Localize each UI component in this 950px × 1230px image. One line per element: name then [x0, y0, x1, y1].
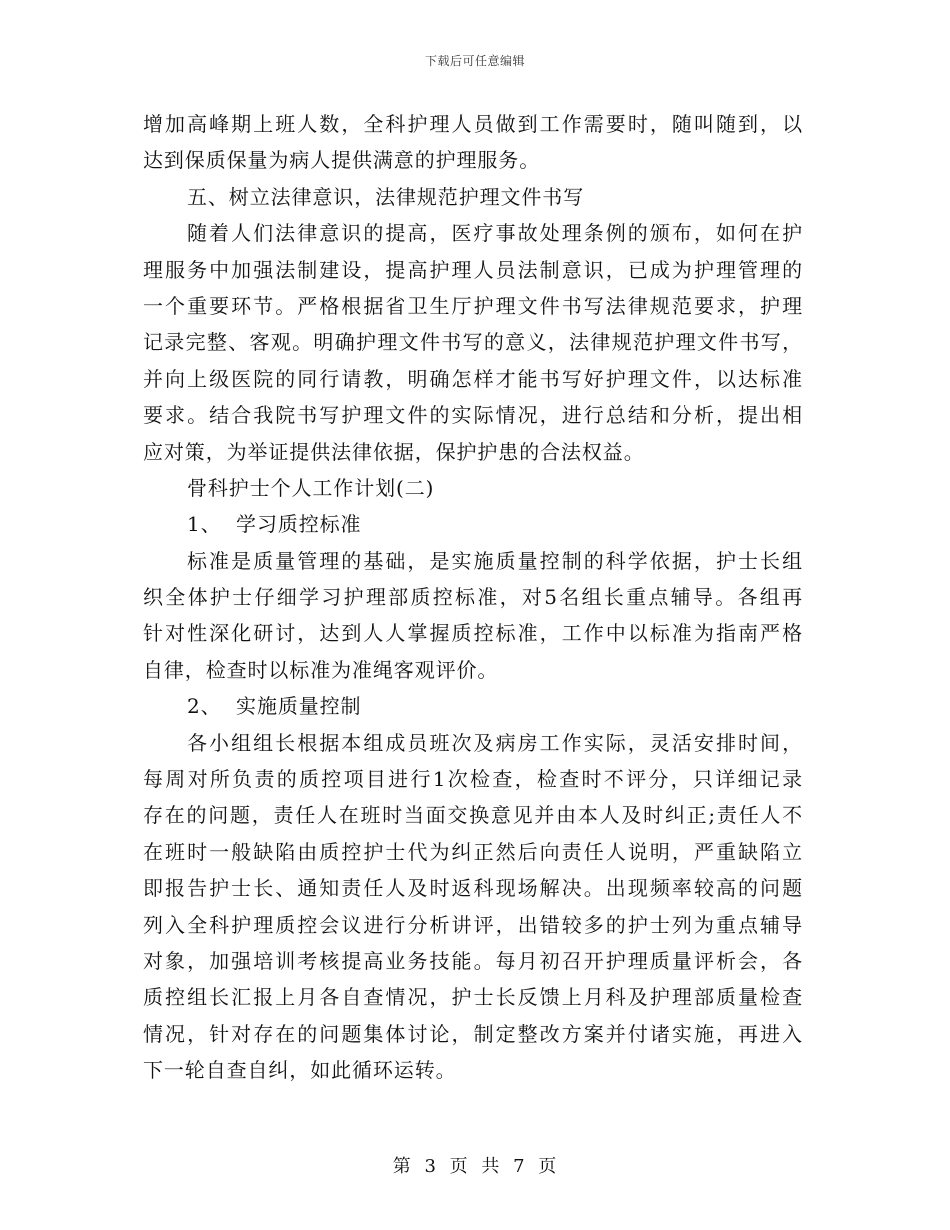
document-subtitle: 骨科护士个人工作计划(二) [187, 475, 435, 500]
body-line: 下一轮自查自纠，如此循环运转。 [143, 1058, 457, 1083]
body-line: 各小组组长根据本组成员班次及病房工作实际，灵活安排时间， [187, 730, 803, 755]
current-page-number: 3 [424, 1156, 437, 1177]
body-line: 一个重要环节。严格根据省卫生厅护理文件书写法律规范要求，护理 [143, 293, 803, 318]
body-line: 达到保质保量为病人提供满意的护理服务。 [143, 148, 541, 173]
footer-di: 第 [392, 1156, 412, 1177]
body-line: 质控组长汇报上月各自查情况，护士长反馈上月科及护理部质量检查 [143, 985, 803, 1010]
document-body [143, 106, 803, 1089]
body-line: 并向上级医院的同行请教，明确怎样才能书写好护理文件，以达标准 [143, 366, 803, 391]
body-line: 情况，针对存在的问题集体讨论，制定整改方案并付诸实施，再进入 [143, 1021, 803, 1046]
body-line: 要求。结合我院书写护理文件的实际情况，进行总结和分析，提出相 [143, 403, 803, 428]
body-line: 增加高峰期上班人数，全科护理人员做到工作需要时，随叫随到，以 [143, 112, 803, 136]
page-number-footer [0, 1152, 950, 1178]
footer-gong: 共 [481, 1156, 501, 1177]
page-header: 下载后可任意编辑 [424, 54, 525, 68]
body-line: 针对性深化研讨，达到人人掌握质控标准，工作中以标准为指南严格 [143, 621, 803, 646]
body-line: 即报告护士长、通知责任人及时返科现场解决。出现频率较高的问题 [143, 876, 803, 901]
section-heading: 五、树立法律意识，法律规范护理文件书写 [187, 184, 585, 209]
body-line: 列入全科护理质控会议进行分析讲评，出错较多的护士列为重点辅导 [143, 912, 803, 937]
total-page-count: 7 [513, 1156, 526, 1177]
body-line: 标准是质量管理的基础，是实施质量控制的科学依据，护士长组 [187, 548, 803, 573]
body-line: 应对策，为举证提供法律依据，保护护患的合法权益。 [143, 439, 645, 464]
footer-ye-2: 页 [538, 1156, 558, 1177]
body-line: 每周对所负责的质控项目进行1次检查，检查时不评分，只详细记录 [143, 767, 803, 792]
body-line: 记录完整、客观。明确护理文件书写的意义，法律规范护理文件书写， [143, 330, 803, 355]
body-line: 随着人们法律意识的提高，医疗事故处理条例的颁布，如何在护 [187, 221, 803, 246]
footer-ye: 页 [449, 1156, 469, 1177]
body-line: 理服务中加强法制建设，提高护理人员法制意识，已成为护理管理的 [143, 257, 803, 282]
body-line: 对象，加强培训考核提高业务技能。每月初召开护理质量评析会，各 [143, 948, 803, 973]
body-line: 自律，检查时以标准为准绳客观评价。 [143, 657, 499, 682]
body-line: 在班时一般缺陷由质控护士代为纠正然后向责任人说明，严重缺陷立 [143, 839, 803, 864]
body-line: 织全体护士仔细学习护理部质控标准，对5名组长重点辅导。各组再 [143, 585, 803, 610]
section-heading: 1、 学习质控标准 [187, 512, 362, 537]
section-heading: 2、 实施质量控制 [187, 694, 362, 719]
body-line: 存在的问题，责任人在班时当面交换意见并由本人及时纠正;责任人不 [143, 803, 803, 828]
